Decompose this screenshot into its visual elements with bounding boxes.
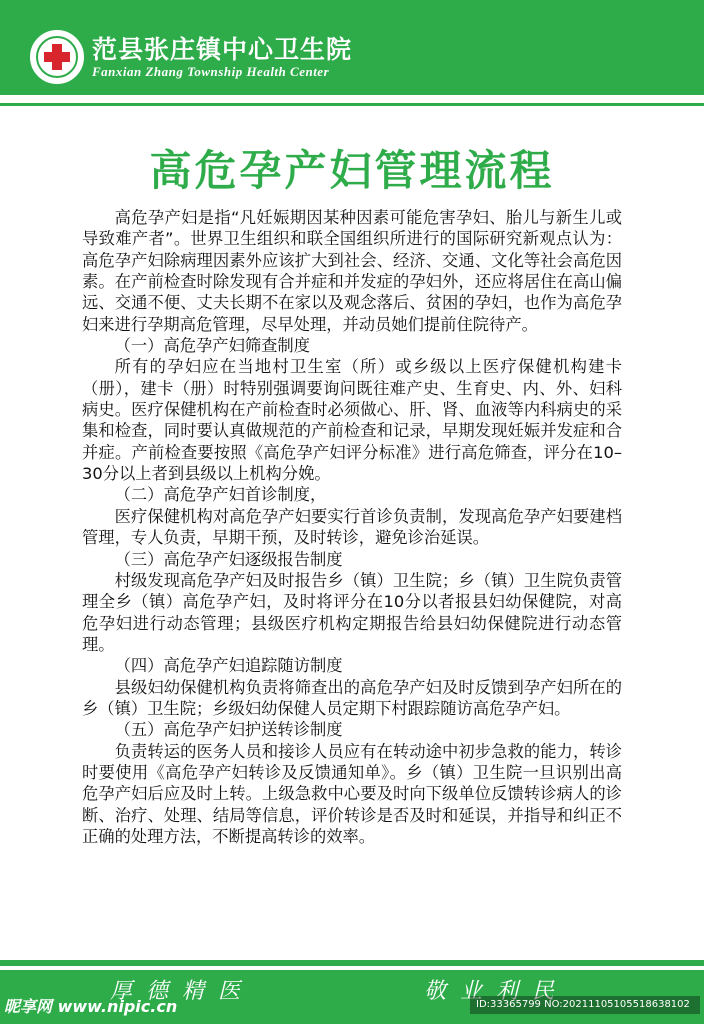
body-paragraph: 所有的孕妇应在当地村卫生室（所）或乡级以上医疗保健机构建卡（册），建卡（册）时特别强调要询问既往难产史、生育史、内、外、妇科病史。医疗保健机构在产前检查时必须做心、肝、肾、血液等内科病史的采集和检查，同时要认真做规范的产前检查和记录，早期发现妊娠并发症和合并症。产前检查要按照《高危孕产妇评分标准》进行高危筛查，评分在10–30分以上者到县级以上机构分娩。 xyxy=(82,357,622,484)
page-title: 高危孕产妇管理流程 xyxy=(149,146,555,195)
body-paragraph: 医疗保健机构对高危孕产妇要实行首诊负责制，发现高危孕产妇要建档管理，专人负责，早期干预，及时转诊，避免诊治延误。 xyxy=(82,506,622,548)
header-divider xyxy=(0,95,704,103)
body-paragraph: 高危孕产妇是指“凡妊娠期因某种因素可能危害孕妇、胎儿与新生儿或导致难产者”。世界卫生组织和联全国组织所进行的国际研究新观点认为：高危孕产妇除病理因素外应该扩大到社会、经济、交通、文化等社会高危因素。在产前检查时除发现有合并症和并发症的孕妇外，还应将居住在高山偏远、交通不便、丈夫长期不在家以及观念落后、贫困的孕妇，也作为高危孕妇来进行孕期高危管理，尽早处理，并动员她们提前住院待产。 xyxy=(82,208,622,334)
org-name-chinese: 范县张庄镇中心卫生院 xyxy=(92,35,353,64)
section-heading: （一）高危孕产妇筛查制度 xyxy=(114,336,310,356)
footer-divider xyxy=(0,960,704,966)
body-paragraph: 县级妇幼保健机构负责将筛查出的高危孕产妇及时反馈到孕产妇所在的乡（镇）卫生院；乡级妇幼保健人员定期下村跟踪随访高危孕产妇。 xyxy=(82,677,622,718)
body-paragraph: 负责转运的医务人员和接诊人员应有在转动途中初步急救的能力，转诊时要使用《高危孕产妇转诊及反馈通知单》。乡（镇）卫生院一旦识别出高危孕产妇后应及时上转。上级急救中心要及时向下级单位反馈转诊病人的诊断、治疗、处理、结局等信息，评价转诊是否及时和延误，并指导和纠正不正确的处理方法，不断提高转诊的效率。 xyxy=(82,741,622,846)
section-heading: （二）高危孕产妇首诊制度， xyxy=(114,485,327,505)
hospital-logo-icon xyxy=(30,30,84,84)
section-heading: （五）高危孕产妇护送转诊制度 xyxy=(114,720,343,740)
org-name-english: Fanxian Zhang Township Health Center xyxy=(92,64,330,79)
watermark-id: ID:33365799 NO:20211105105518638102 xyxy=(470,996,700,1014)
motto-left: 厚德精医 xyxy=(110,979,255,1004)
section-heading: （三）高危孕产妇逐级报告制度 xyxy=(114,549,343,569)
watermark-site: 昵享网 www.nipic.cn xyxy=(4,997,178,1016)
header-divider-green xyxy=(0,103,704,106)
document-body xyxy=(82,207,622,847)
section-heading: （四）高危孕产妇追踪随访制度 xyxy=(114,656,343,676)
red-cross-icon-bar xyxy=(44,52,70,62)
motto-right: 敬业利民 xyxy=(424,979,569,1004)
body-paragraph: 村级发现高危孕产妇及时报告乡（镇）卫生院；乡（镇）卫生院负责管理全乡（镇）高危孕产妇，及时将评分在10分以者报县妇幼保健院，对高危孕妇进行动态管理；县级医疗机构定期报告给县妇幼保健院进行动态管理。 xyxy=(82,570,622,654)
